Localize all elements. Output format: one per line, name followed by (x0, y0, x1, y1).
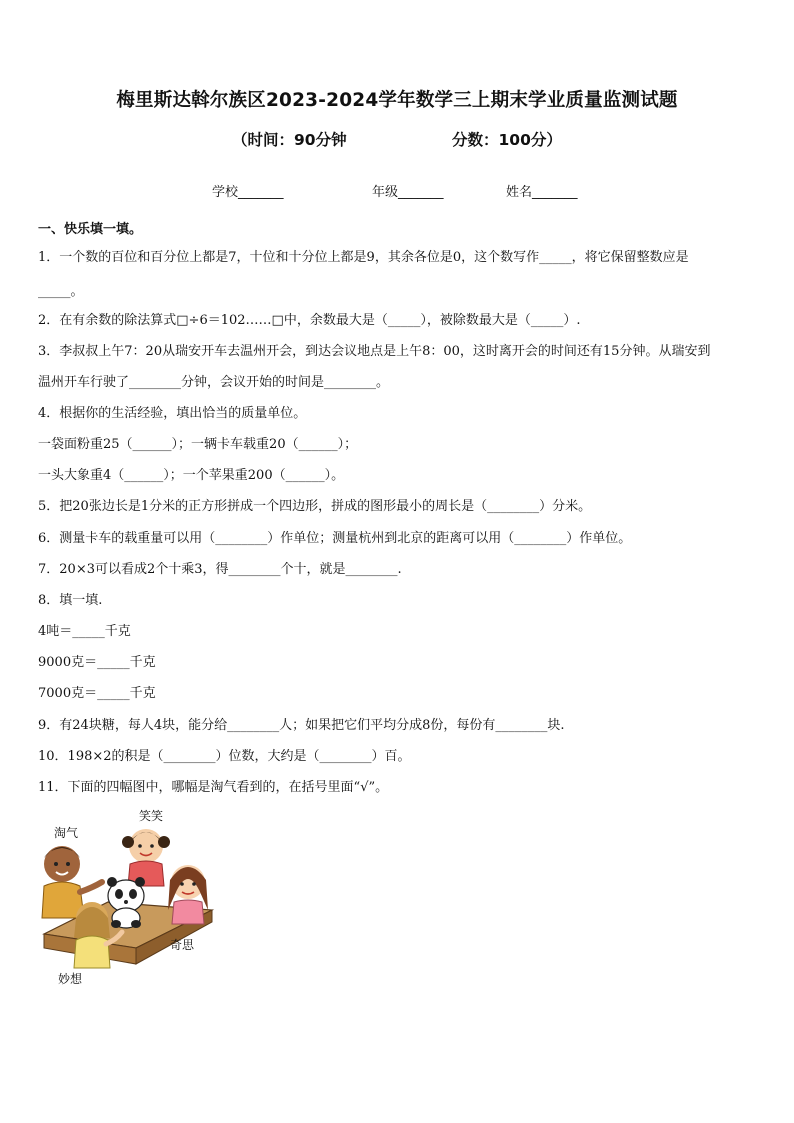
label-miaoxiang: 妙想 (58, 972, 83, 986)
question-line: 2．在有余数的除法算式□÷6＝102……□中，余数最大是（_____），被除数最大是（_____）. (38, 313, 581, 328)
question-line: 9．有24块糖，每人4块，能分给________人；如果把它们平均分成8份，每份有________块. (38, 718, 565, 733)
question-line: _____。 (38, 284, 84, 299)
time-limit: （时间：90分钟 (232, 131, 347, 149)
question-line: 7．20×3可以看成2个十乘3，得________个十，就是________. (38, 562, 402, 577)
section-heading: 一、快乐填一填。 (38, 222, 143, 237)
question-line: 3．李叔叔上午7：20从瑞安开车去温州开会，到达会议地点是上午8：00，这时离开会的时间还有15分钟。从瑞安到 (38, 344, 711, 359)
name-field: 姓名_______ (506, 185, 578, 200)
question-line: 7000克＝_____千克 (38, 686, 156, 701)
question-line: 一袋面粉重25（______）；一辆卡车载重20（______）； (38, 437, 358, 452)
question-line: 9000克＝_____千克 (38, 655, 156, 670)
question-line: 8．填一填. (38, 593, 103, 608)
question-line: 1．一个数的百位和百分位上都是7，十位和十分位上都是9，其余各位是0，这个数写作_____，将它保留整数应是 (38, 250, 689, 265)
children-panda-illustration (30, 806, 220, 992)
question-line: 温州开车行驶了________分钟，会议开始的时间是________。 (38, 375, 390, 390)
label-taoqi: 淘气 (54, 826, 79, 840)
question-line: 11．下面的四幅图中，哪幅是淘气看到的，在括号里面“√”。 (38, 780, 389, 795)
page-title: 梅里斯达斡尔族区2023-2024学年数学三上期末学业质量监测试题 (116, 90, 678, 111)
question-line: 5．把20张边长是1分米的正方形拼成一个四边形，拼成的图形最小的周长是（________）分米。 (38, 499, 592, 514)
question-line: 4吨＝_____千克 (38, 624, 131, 639)
question-line: 6．测量卡车的载重量可以用（________）作单位；测量杭州到北京的距离可以用（________）作单位。 (38, 531, 632, 546)
question-line: 10．198×2的积是（________）位数，大约是（________）百。 (38, 749, 411, 764)
question-line: 4．根据你的生活经验，填出恰当的质量单位。 (38, 406, 307, 421)
total-score: 分数：100分） (452, 131, 562, 149)
school-field: 学校_______ (212, 185, 284, 200)
question-line: 一头大象重4（______）；一个苹果重200（______）。 (38, 468, 345, 483)
label-xiaoxiao: 笑笑 (139, 809, 164, 823)
label-qisi: 奇思 (170, 938, 195, 952)
grade-field: 年级_______ (372, 185, 444, 200)
